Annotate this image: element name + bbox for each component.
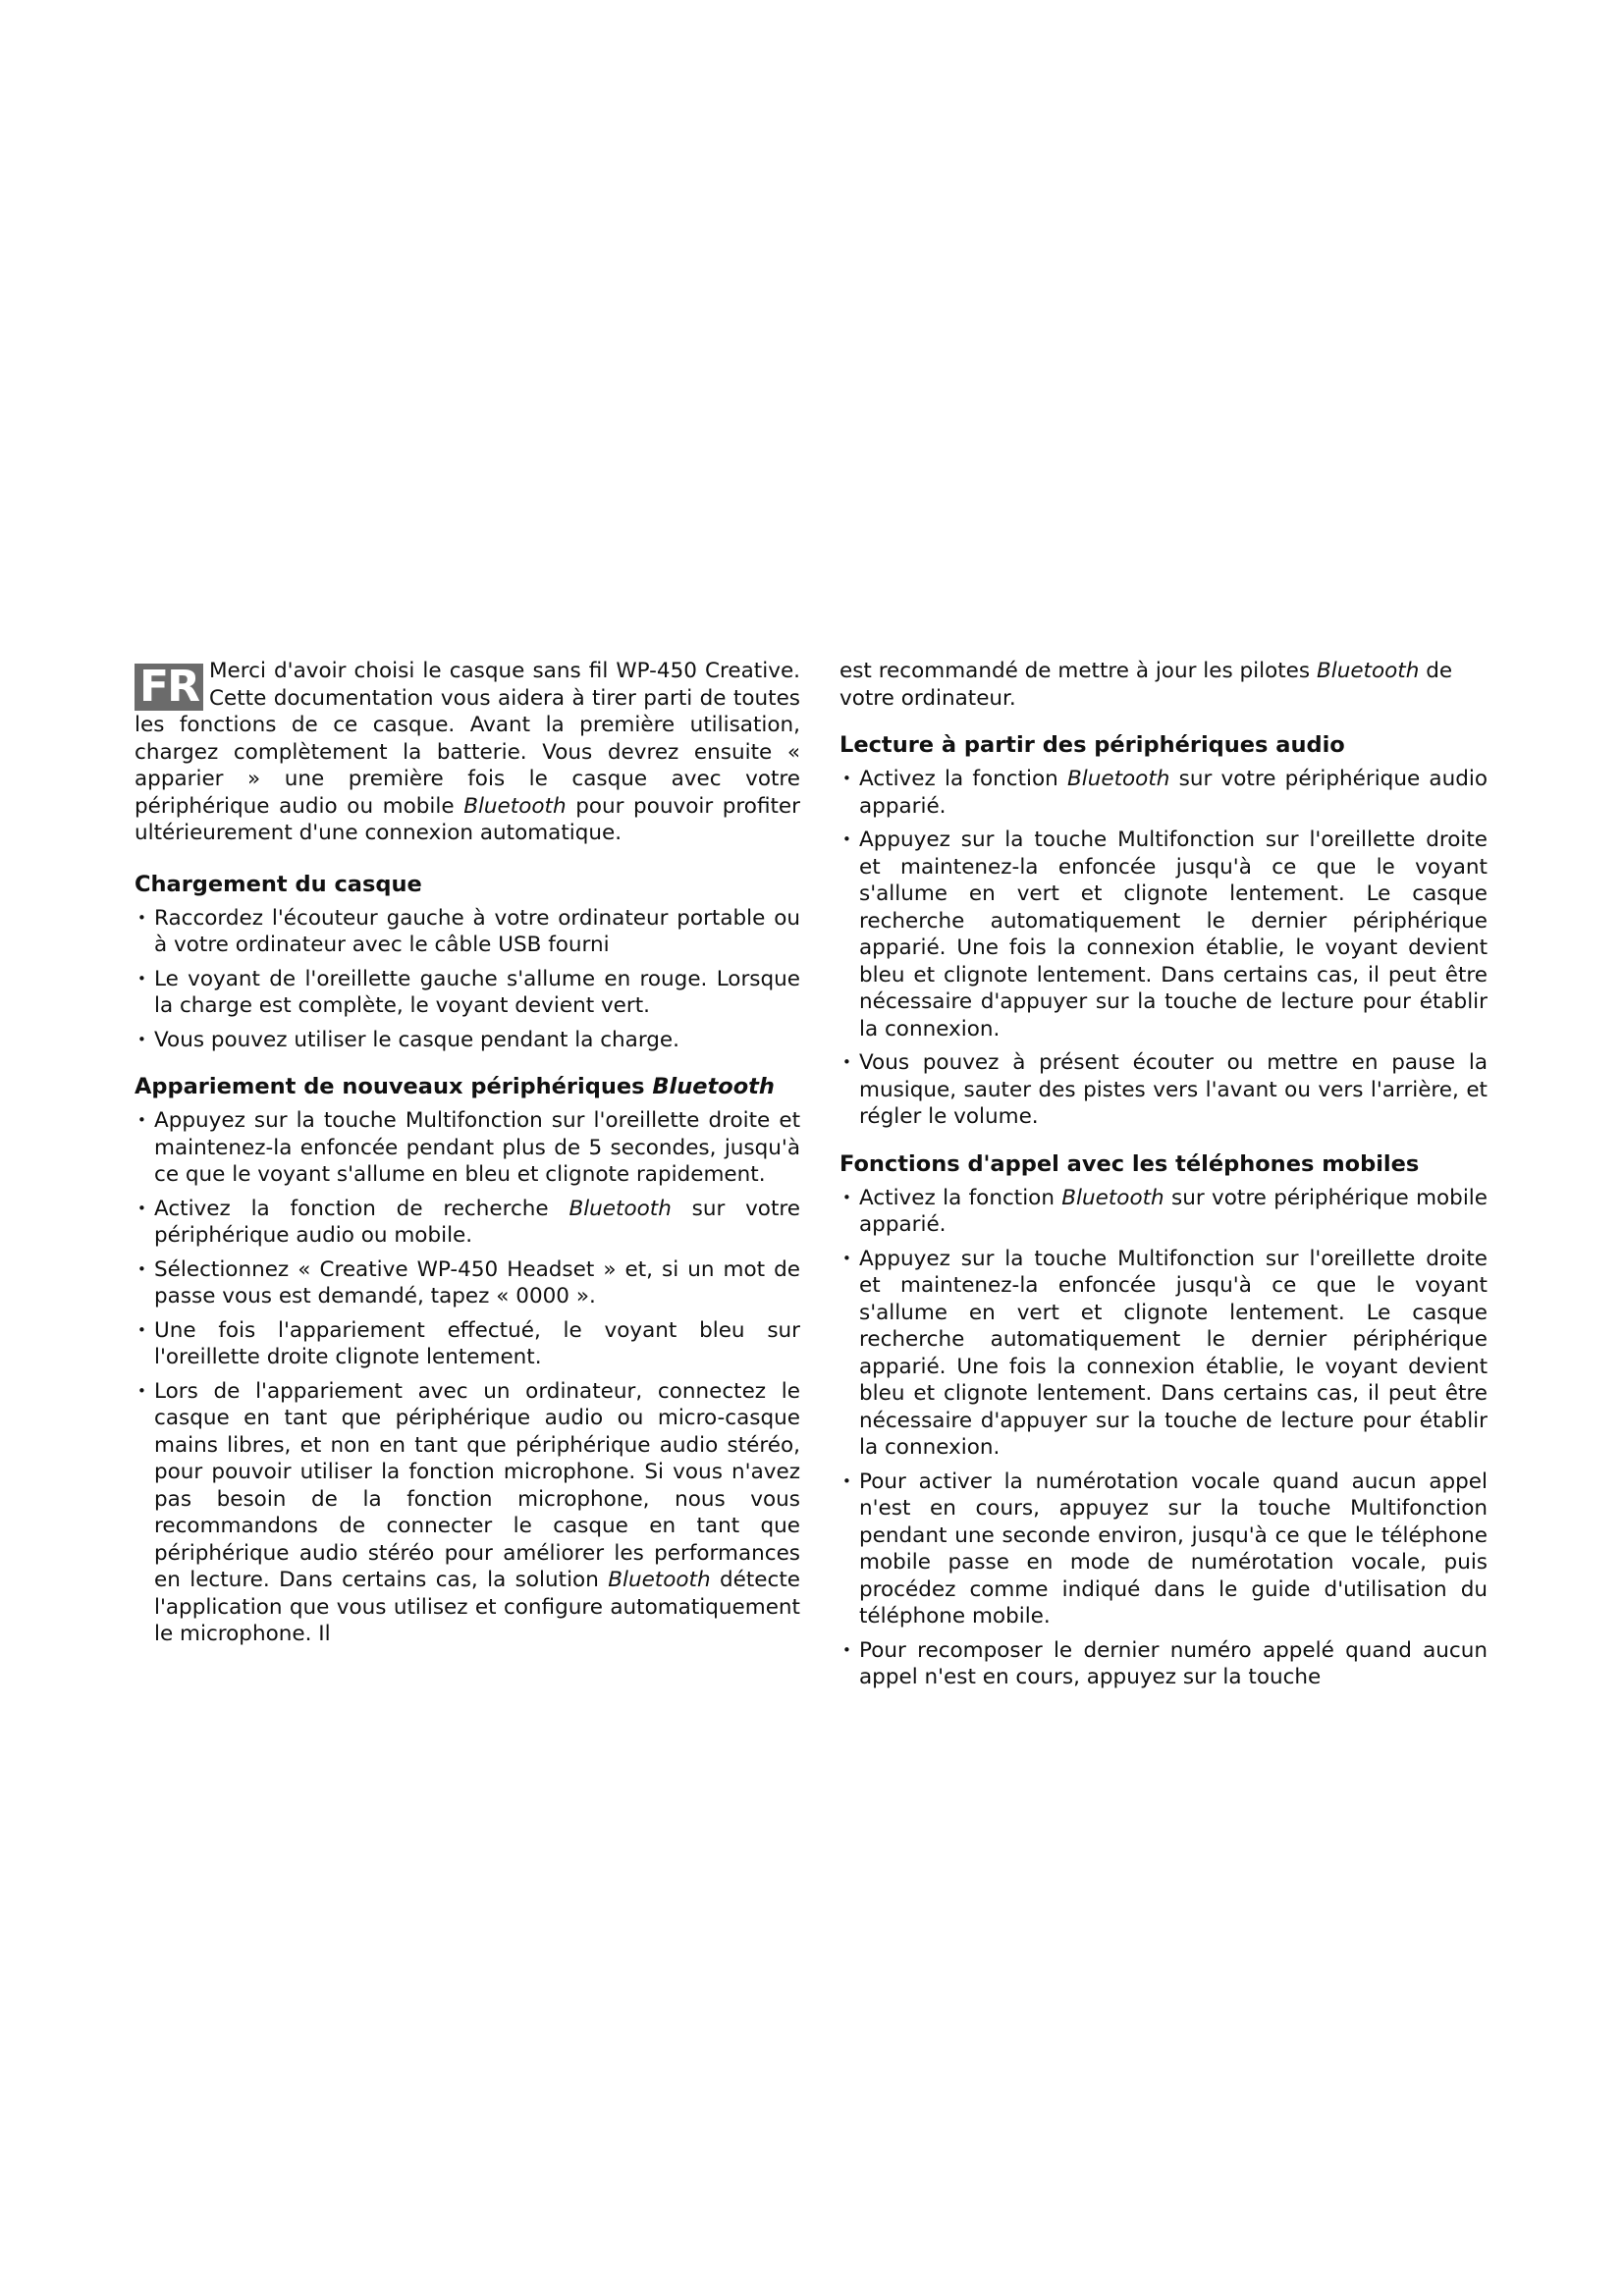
item-text: Activez la fonction de recherche [154, 1196, 549, 1221]
charging-heading: Chargement du casque [135, 871, 422, 897]
item-text: Lors de l'appariement avec un ordinateur, connectez le casque en tant que périphérique audio ou micro-casque mains libres, et non en tant que périphérique audio stéréo, pour pouvoir utiliser la fonction microphone. Si vous n'avez pas besoin de la fonction microphone, nous vous recommandons de connecter le casque en tant que périphérique audio stéréo pour améliorer les performances en lecture. Dans certains cas, la solution [154, 1378, 800, 1592]
list-item: • Appuyez sur la touche Multifonction sur l'oreillette droite et maintenez-la enfoncée jusqu'à ce que le voyant s'allume en vert et clignote lentement. Le casque recherche automatiquement le dernier périphérique apparié. Une fois la connexion établie, le voyant devient bleu et clignote lentement. Dans certains cas, il peut être nécessaire d'appuyer sur la touche de lecture pour établir la connexion. [839, 1246, 1488, 1462]
list-item [135, 1196, 800, 1250]
intro-bluetooth: Bluetooth [463, 793, 567, 819]
pairing-list [135, 1107, 800, 1648]
item-text: Activez la fonction [859, 767, 1058, 791]
pairing-heading-bluetooth: Bluetooth [652, 1074, 775, 1099]
list-item: • Vous pouvez utiliser le casque pendant la charge. [135, 1027, 800, 1054]
list-item [135, 1378, 800, 1648]
list-item: • Une fois l'appariement effectué, le voyant bleu sur l'oreillette droite clignote lentement. [135, 1317, 800, 1371]
list-item: • Le voyant de l'oreillette gauche s'allume en rouge. Lorsque la charge est complète, le voyant devient vert. [135, 966, 800, 1020]
list-item: • Appuyez sur la touche Multifonction sur l'oreillette droite et maintenez-la enfoncée pendant plus de 5 secondes, jusqu'à ce que le voyant s'allume en bleu et clignote rapidement. [135, 1107, 800, 1189]
item-text: sur votre périphérique audio apparié. [859, 767, 1488, 819]
pairing-heading-text: Appariement de nouveaux périphériques [135, 1074, 645, 1099]
left-column [135, 658, 800, 1655]
language-badge: FR [135, 664, 203, 711]
item-text: détecte l'application que vous utilisez et configure automatiquement le microphone. Il [154, 1568, 800, 1646]
right-column [839, 658, 1488, 1698]
item-text: Activez la fonction [859, 1185, 1055, 1210]
continuation-text-end: de votre ordinateur. [839, 659, 1453, 711]
list-item: • Pour activer la numérotation vocale quand aucun appel n'est en cours, appuyez sur la touche Multifonction pendant une seconde environ, jusqu'à ce que le téléphone mobile passe en mode de numérotation vocale, puis procédez comme indiqué dans le guide d'utilisation du téléphone mobile. [839, 1468, 1488, 1630]
item-text: sur votre périphérique audio ou mobile. [154, 1196, 800, 1248]
item-text: sur votre périphérique mobile apparié. [859, 1185, 1488, 1237]
list-item: • Vous pouvez à présent écouter ou mettre en pause la musique, sauter des pistes vers l'avant ou vers l'arrière, et régler le volume. [839, 1049, 1488, 1131]
playback-list [839, 766, 1488, 1131]
intro-paragraph [135, 658, 800, 847]
intro-text: Merci d'avoir choisi le casque sans fil WP-450 Creative. Cette documentation vous aidera à tirer parti de toutes les fonctions de ce casque. Avant la première utilisation, chargez complètement la batterie. Vous devrez ensuite « apparier » une première fois le casque avec votre périphérique audio ou mobile [135, 659, 800, 819]
list-item: • Raccordez l'écouteur gauche à votre ordinateur portable ou à votre ordinateur avec le câble USB fourni [135, 905, 800, 959]
charging-list [135, 905, 800, 1054]
item-bluetooth: Bluetooth [608, 1568, 711, 1592]
intro-text-end: pour pouvoir profiter ultérieurement d'une connexion automatique. [135, 793, 800, 845]
calls-list [839, 1185, 1488, 1691]
item-bluetooth: Bluetooth [1067, 767, 1170, 791]
list-item [839, 766, 1488, 820]
pairing-heading [135, 1073, 800, 1101]
calls-heading: Fonctions d'appel avec les téléphones mobiles [839, 1150, 1420, 1177]
item-bluetooth: Bluetooth [1061, 1185, 1164, 1210]
playback-heading: Lecture à partir des périphériques audio [839, 732, 1345, 758]
continuation-text: est recommandé de mettre à jour les pilotes [839, 659, 1311, 683]
item-bluetooth: Bluetooth [568, 1196, 672, 1221]
list-item: • Appuyez sur la touche Multifonction sur l'oreillette droite et maintenez-la enfoncée jusqu'à ce que le voyant s'allume en vert et clignote lentement. Le casque recherche automatiquement le dernier périphérique apparié. Une fois la connexion établie, le voyant devient bleu et clignote lentement. Dans certains cas, il peut être nécessaire d'appuyer sur la touche de lecture pour établir la connexion. [839, 827, 1488, 1042]
list-item [839, 1185, 1488, 1239]
list-item: • Sélectionnez « Creative WP-450 Headset » et, si un mot de passe vous est demandé, tapez « 0000 ». [135, 1256, 800, 1310]
continuation-paragraph [839, 658, 1488, 712]
list-item: • Pour recomposer le dernier numéro appelé quand aucun appel n'est en cours, appuyez sur la touche [839, 1637, 1488, 1691]
continuation-bluetooth: Bluetooth [1316, 659, 1420, 683]
